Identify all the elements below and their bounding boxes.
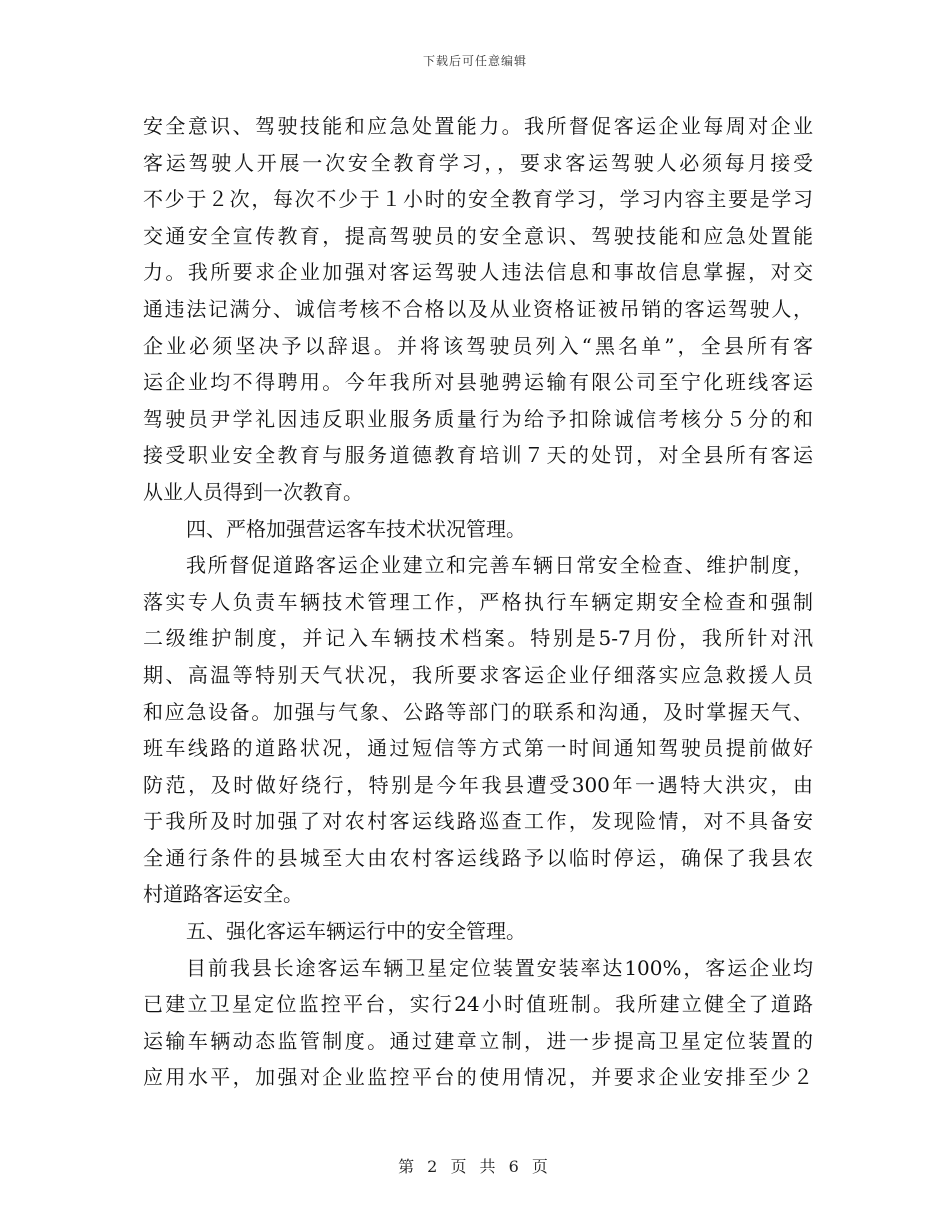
text-line: 已建立卫星定位监控平台，实行24小时值班制。我所建立健全了道路 [143,992,813,1017]
text-line: 运企业均不得聘用。今年我所对县驰骋运输有限公司至宁化班线客运 [143,370,813,395]
text-line: 防范，及时做好绕行，特别是今年我县遭受300年一遇特大洪灾，由 [143,772,813,797]
text-line: 交通安全宣传教育，提高驾驶员的安全意识、驾驶技能和应急处置能 [143,223,813,248]
text-line: 从业人员得到一次教育。 [143,479,363,504]
text-line: 期、高温等特别天气状况，我所要求客运企业仔细落实应急救援人员 [143,662,813,687]
text-line: 安全意识、驾驶技能和应急处置能力。我所督促客运企业每周对企业 [143,114,813,138]
text-line: 驾驶员尹学礼因违反职业服务质量行为给予扣除诚信考核分５分的和 [143,406,813,431]
text-line: 通违法记满分、诚信考核不合格以及从业资格证被吊销的客运驾驶人， [143,296,813,321]
text-line: 和应急设备。加强与气象、公路等部门的联系和沟通，及时掌握天气、 [143,699,813,724]
text-line: 目前我县长途客运车辆卫星定位装置安装率达100%，客运企业均 [186,955,813,980]
text-line: 企业必须坚决予以辞退。并将该驾驶员列入“黑名单”，全县所有客 [143,333,813,358]
page-header: 下载后可任意编辑 [422,54,527,68]
page-footer: 第 2 页 共 6 页 [398,1157,552,1176]
text-line: 运输车辆动态监管制度。通过建章立制，进一步提高卫星定位装置的 [143,1028,813,1053]
document-body [143,108,813,1096]
text-line: 于我所及时加强了对农村客运线路巡查工作，发现险情，对不具备安 [143,809,813,834]
text-line: 应用水平，加强对企业监控平台的使用情况，并要求企业安排至少２ [143,1065,813,1090]
text-line: 不少于２次，每次不少于１小时的安全教育学习，学习内容主要是学习 [143,187,813,212]
text-line: 村道路客运安全。 [143,882,303,907]
text-line: 落实专人负责车辆技术管理工作，严格执行车辆定期安全检查和强制 [143,589,813,614]
text-line: 力。我所要求企业加强对客运驾驶人违法信息和事故信息掌握，对交 [143,260,813,285]
text-line: 班车线路的道路状况，通过短信等方式第一时间通知驾驶员提前做好 [143,736,813,761]
text-line: 全通行条件的县城至大由农村客运线路予以临时停运，确保了我县农 [143,845,813,870]
section-heading: 五、强化客运车辆运行中的安全管理。 [186,919,526,944]
text-line: 二级维护制度，并记入车辆技术档案。特别是5-7月份，我所针对汛 [143,626,813,651]
section-heading: 四、严格加强营运客车技术状况管理。 [186,516,526,541]
text-line: 我所督促道路客运企业建立和完善车辆日常安全检查、维护制度， [186,553,813,578]
text-line: 接受职业安全教育与服务道德教育培训７天的处罚，对全县所有客运 [143,443,813,468]
text-line: 客运驾驶人开展一次安全教育学习，，要求客运驾驶人必须每月接受 [143,150,813,175]
